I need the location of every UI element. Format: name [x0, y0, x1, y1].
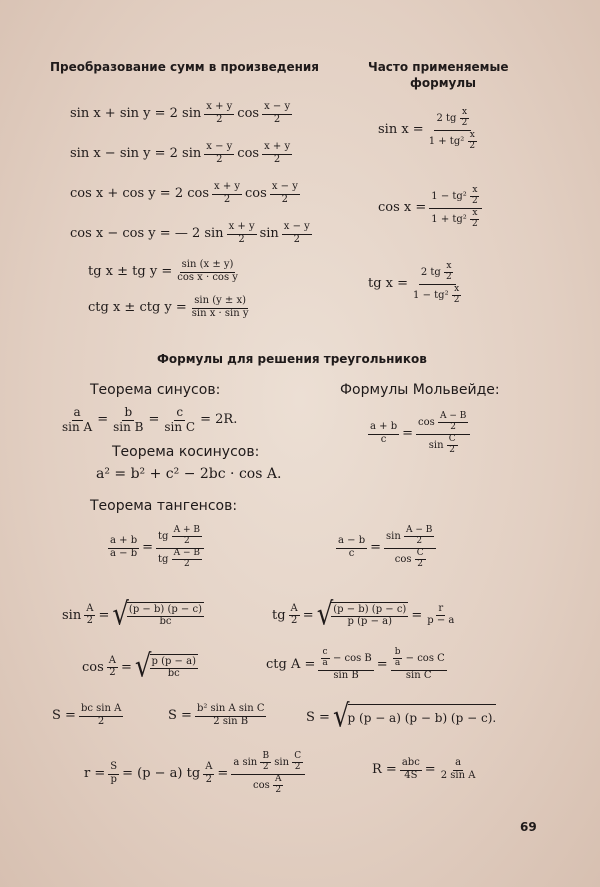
formula-tg-half-tangent: tg x = 2 tg $\frac{x}{2}$ 1 − tg² $\frac{x}{2}$ [368, 262, 464, 306]
fraction: x + y 2 [228, 221, 255, 245]
heading-triangles: Формулы для решения треугольников [157, 352, 427, 366]
label-tangent-theorem: Теорема тангенсов: [90, 498, 238, 514]
fraction: 2 tg $\frac{x}{2}$ 1 − tg² $\frac{x}{2}$ [413, 261, 460, 306]
fraction: a sin $\frac{B}{2}$ sin $\frac{C}{2}$ cos $\frac{A}{2}$ [231, 752, 305, 796]
fraction: x − y 2 [283, 221, 310, 245]
formula-circumradius: R = abc 4S = $\frac{a}{\text{2 sin A}}$ [372, 757, 476, 781]
label-mollweide: Формулы Мольвейде: [340, 382, 500, 398]
fraction: $\frac{a - b}{c}$ [338, 535, 366, 559]
formula-area-2: S = $\frac{\text{b² sin A sin C}}{\text{2 sin B}}$ [168, 703, 265, 727]
fraction: 1 − tg² $\frac{x}{2}$ 1 + tg² $\frac{x}{2}$ [429, 186, 481, 230]
fraction-half: $\frac{x}{2}$ [469, 129, 476, 152]
fraction: $\frac{a + b}{c}$ [370, 421, 398, 445]
fraction: x − y 2 [264, 101, 291, 125]
fraction: $\frac{\sin (x \pm y)}{\text{cos x · cos y}}$ [177, 259, 238, 283]
fraction-half: $\frac{x}{2}$ [472, 185, 478, 207]
formula-cos-sum: cos x + cos y = 2 cos x + y 2 cos x − y 2 [70, 181, 298, 205]
formula-sin-half-angle: sin $\frac{A}{2}$ = √ (p − b) (p − c) bc [62, 597, 202, 633]
formula-area-heron: S = √ p (p − a) (p − b) (p − c). [306, 699, 497, 735]
fraction: $\frac{b}{a}$ − cos C sin C [391, 648, 447, 681]
formula-sin-half-tangent: sin x = 2 tg $\frac{x}{2}$ 1 + tg² $\frac{x}{2}$ [378, 108, 479, 152]
square-root: √ p (p − a) (p − b) (p − c). [332, 699, 497, 735]
fraction: $\frac{\sin (y \pm x)}{\text{sin x · sin y}}$ [191, 295, 249, 319]
label-sine-theorem: Теорема синусов: [90, 382, 221, 398]
fraction-half: $\frac{x}{2}$ [445, 261, 452, 283]
formula-tg-sum: tg x ± tg y = $\frac{\sin (x \pm y)}{\text{cos x · cos y}}$ [88, 259, 238, 283]
heading-sum-to-product: Преобразование сумм в произведения [50, 60, 319, 74]
heading-often-used-line2: формулы [410, 76, 477, 90]
formula-tangent-theorem: $\frac{a + b}{a - b}$ = tg $\frac{A + B}{2}$ tg $\frac{A - B}{2}$ [108, 526, 204, 570]
fraction: x + y 2 [264, 141, 291, 165]
fraction: $\frac{c}{a}$ − cos B sin B [318, 648, 373, 681]
formula-sine-theorem: $\frac{a}{\text{sin A}}$ = $\frac{b}{\text{sin B}}$ = $\frac{c}{\text{sin C}}$ = 2R. [62, 405, 238, 434]
formula-sin-difference: sin x − sin y = 2 sin x − y 2 cos x + y 2 [70, 141, 291, 165]
fraction: x + y 2 [206, 101, 233, 125]
fraction: $\frac{b}{\text{sin B}}$ [113, 405, 144, 434]
formula-sin-sum: sin x + sin y = 2 sin x + y 2 cos x − y 2 [70, 101, 291, 125]
heading-often-used-line1: Часто применяемые [368, 60, 509, 74]
formula-cos-half-angle: cos $\frac{A}{2}$ = √ p (p − a) bc [82, 649, 196, 685]
fraction-half: $\frac{x}{2}$ [461, 107, 468, 129]
fraction-half: $\frac{x}{2}$ [472, 207, 478, 230]
formula-tg-half-angle: tg $\frac{A}{2}$ = √ (p − b) (p − c) p (p − a) = $\frac{r}{p - a}$ [272, 597, 455, 633]
fraction: $\frac{a}{\text{sin A}}$ [62, 405, 93, 434]
fraction: x − y 2 [271, 181, 298, 205]
formula-inradius: r = $\frac{S}{p}$ = (p − a) tg $\frac{A}{2}$ = a sin $\frac{B}{2}$ sin $\frac{C}{2}$ cos $\frac{A}{2}$ [84, 752, 305, 796]
fraction: $\frac{c}{\text{sin C}}$ [164, 405, 196, 434]
square-root: √ (p − b) (p − c) bc [112, 597, 202, 633]
fraction: x − y 2 [206, 141, 233, 165]
formula-cosine-theorem: a² = b² + c² − 2bc · cos A. [96, 466, 282, 482]
fraction-half: $\frac{x}{2}$ [453, 283, 460, 306]
formula-ctg-sum: ctg x ± ctg y = $\frac{\sin (y \pm x)}{\text{sin x · sin y}}$ [88, 295, 249, 319]
fraction: cos $\frac{A - B}{2}$ sin $\frac{C}{2}$ [416, 412, 470, 456]
formula-mollweide-1: $\frac{a + b}{c}$ = cos $\frac{A - B}{2}$ sin $\frac{C}{2}$ [368, 412, 470, 456]
formula-ctg-angle: ctg A = $\frac{c}{a}$ − cos B sin B = $\frac{b}{a}$ − cos C sin C [266, 647, 445, 681]
formula-cos-difference: cos x − cos y = — 2 sin x + y 2 sin x − y 2 [70, 221, 310, 245]
fraction: x + y 2 [214, 181, 241, 205]
square-root: √ (p − b) (p − c) p (p − a) [316, 597, 407, 633]
fraction: tg $\frac{A + B}{2}$ tg $\frac{A - B}{2}$ [156, 526, 204, 570]
formula-cos-half-tangent: cos x = 1 − tg² $\frac{x}{2}$ 1 + tg² $\frac{x}{2}$ [378, 186, 482, 230]
fraction: sin $\frac{A - B}{2}$ cos $\frac{C}{2}$ [384, 526, 436, 570]
label-cosine-theorem: Теорема косинусов: [112, 444, 260, 460]
square-root: √ p (p − a) bc [134, 649, 196, 685]
formula-mollweide-2: $\frac{a - b}{c}$ = sin $\frac{A - B}{2}$ cos $\frac{C}{2}$ [336, 526, 436, 570]
page-number: 69 [520, 820, 537, 834]
fraction: 2 tg $\frac{x}{2}$ 1 + tg² $\frac{x}{2}$ [428, 107, 476, 152]
formula-area-1: S = $\frac{\text{bc sin A}}{2}$ [52, 703, 122, 727]
fraction: $\frac{a + b}{a - b}$ [110, 535, 138, 559]
